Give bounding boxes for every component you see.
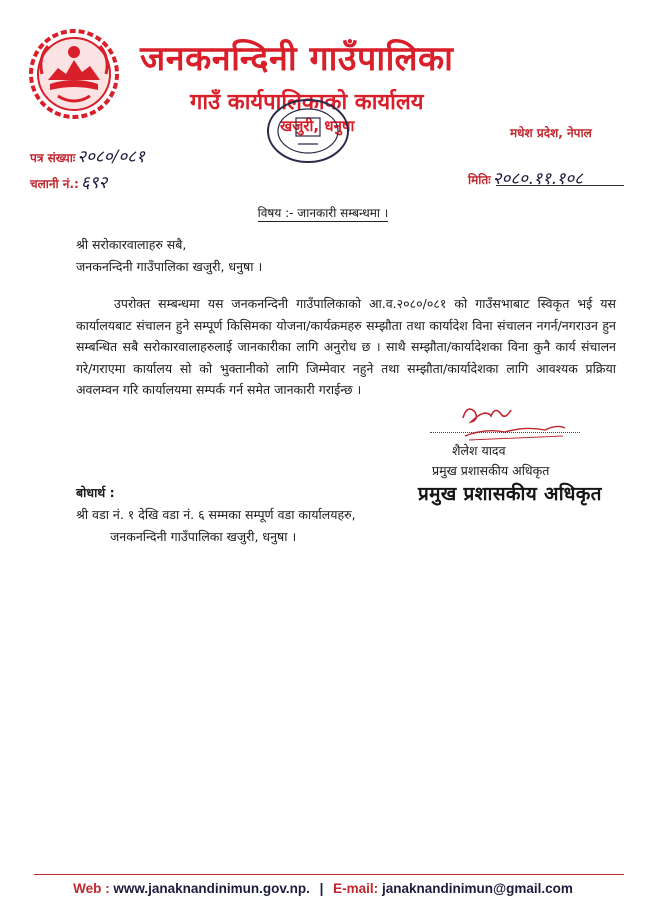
date-underline (496, 185, 624, 186)
date-value: २०८०.११.१०८ (492, 169, 584, 189)
date-label: मितिः (468, 173, 491, 187)
signer-title: प्रमुख प्रशासकीय अधिकृत (432, 463, 550, 478)
web-label: Web : (73, 881, 110, 896)
office-name: गाउँ कार्यपालिकाको कार्यालय (190, 90, 424, 115)
dispatch-number (30, 170, 107, 193)
reference-value: २०८०/०८१ (77, 147, 145, 167)
recipient-line-1: श्री सरोकारवालाहरु सबै, (76, 237, 187, 252)
signature-line (430, 432, 580, 433)
office-stamp-icon (262, 96, 354, 166)
dispatch-label: चलानी नं.: (30, 177, 79, 191)
recipient-line-2: जनकनन्दिनी गाउँपालिका खजुरी, धनुषा । (76, 259, 263, 274)
cc-label: बोधार्थ : (76, 485, 115, 500)
cc-line-2: जनकनन्दिनी गाउँपालिका खजुरी, धनुषा । (110, 529, 297, 544)
handwritten-signature-icon (445, 398, 575, 448)
letter-subject (0, 204, 646, 221)
signer-title-stamp: प्रमुख प्रशासकीय अधिकृत (418, 483, 602, 505)
letter-body: उपरोक्त सम्बन्धमा यस जनकनन्दिनी गाउँपालिकाको आ.व.२०८०/०८१ को गाउँसभाबाट स्विकृत भई यस कार्यालयबाट संचालन हुने सम्पूर्ण किसिमका योजना/कार्यक्रमहरु सम्झौता तथा कार्यादेश विना संचालन नगर्न/नगराउन हुन सम्बन्धित सबै सरोकारवालाहरुलाई जानकारीका लागि अनुरोध छ । साथै सम्झौता/कार्यादेशका विना कुनै कार्य संचालन गरे/गराएमा कार्यालय सो को भुक्तानीको लागि जिम्मेवार नहुने तथा सम्झौता/कार्यादेशका लागि आवश्यक प्रक्रिया अवलम्वन गरि कार्यालयमा सम्पर्क गर्न समेत जानकारी गराईन्छ । (76, 296, 616, 397)
email-label: E-mail: (333, 881, 379, 896)
web-link[interactable]: www.janaknandinimun.gov.np. (113, 881, 310, 896)
subject-text: विषय :- जानकारी सम्बन्धमा । (257, 206, 389, 220)
province-label: मधेश प्रदेश, नेपाल (510, 126, 592, 140)
email-link[interactable]: janaknandinimun@gmail.com (381, 881, 573, 896)
reference-label: पत्र संख्याः (30, 151, 76, 165)
dispatch-value: ६९२ (80, 173, 108, 193)
signer-name: शैलेश यादव (452, 443, 506, 458)
office-address: खजुरी, धनुषा (280, 117, 355, 135)
footer-divider (34, 874, 624, 875)
reference-number (30, 144, 145, 167)
org-name: जनकनन्दिनी गाउँपालिका (140, 39, 454, 79)
cc-line-1: श्री वडा नं. १ देखि वडा नं. ६ सम्मका सम्पूर्ण वडा कार्यालयहरु, (76, 507, 356, 522)
footer-contact (0, 881, 646, 896)
nepal-emblem-icon (28, 28, 120, 120)
footer-separator: | (319, 881, 324, 896)
